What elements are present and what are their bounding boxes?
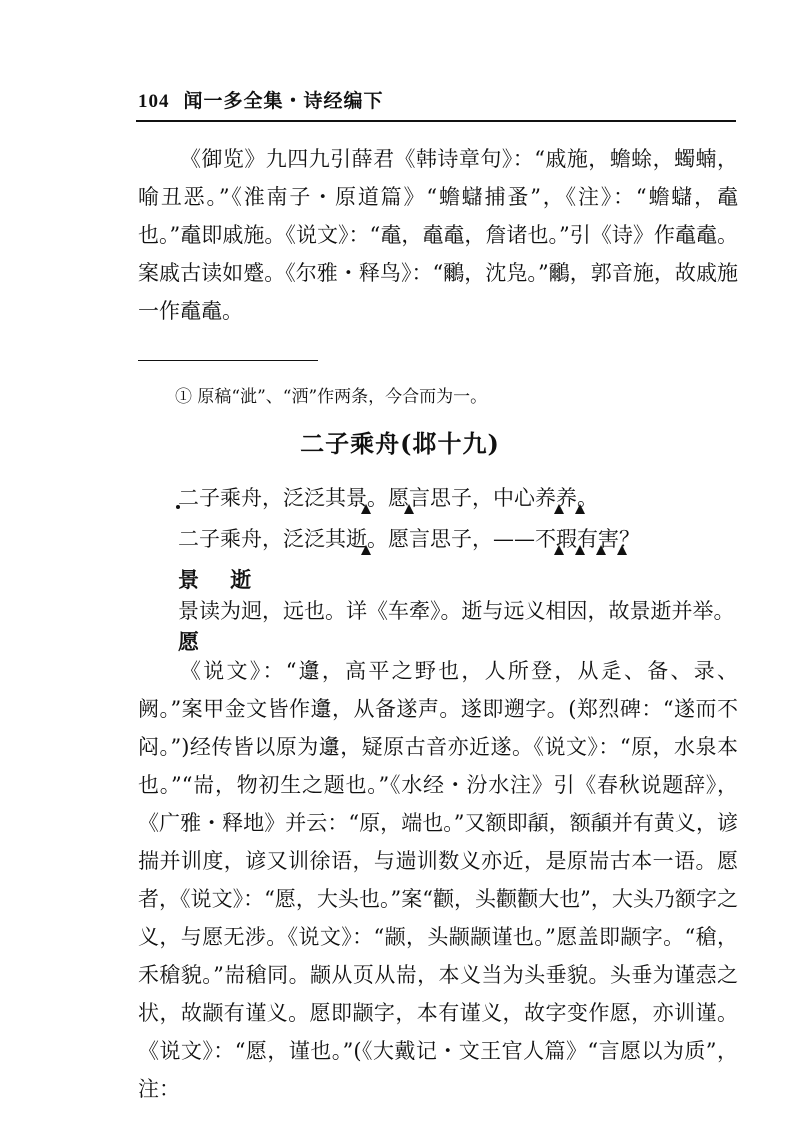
verse-line: 二子乘舟，泛泛其景。愿言思子，中心养养。 (178, 486, 598, 510)
emphasis-mark (575, 504, 585, 514)
emphasis-mark (361, 504, 371, 514)
verse-line: 二子乘舟，泛泛其逝。愿言思子，——不瑕有害？ (178, 527, 640, 551)
emphasis-mark (554, 504, 564, 514)
emphasis-mark (404, 504, 414, 514)
page-number: 104 (138, 91, 170, 112)
commentary-paragraph: 《御览》九四九引薛君《韩诗章句》：“戚施，蟾蜍，蠋蝻，喻丑恶。”《淮南子・原道篇》“蟾蠩捕蚤”，《注》：“蟾蠩，鼁也。”鼁即戚施。《说文》：“鼁，鼁鼁，詹诸也。”引《诗》作鼁鼁。案戚古读如蹙。《尔雅・释鸟》：“鸍，沈凫。”鸍，郭音施，故戚施一作鼁鼁。 (138, 147, 738, 323)
emphasis-mark (617, 545, 627, 555)
emphasis-mark (575, 545, 585, 555)
commentary-paragraph: 《说文》：“邍，高平之野也，人所登，从辵、备、录、阙。”案甲金文皆作邍，从备遂声。遂即遡字。(郑烈碑：“遂而不闷。”)经传皆以原为邍，疑原古音亦近遂。《说文》：“原，水泉本也。”“耑，物初生之题也。”《水经・汾水注》引《春秋说题辞》，《广雅・释地》并云：“原，端也。”又额即䫇，额䫇并有黄义，谚揣并训度，谚又训徐语，与遄训数义亦近，是原耑古本一语。愿者，《说文》：“愿，大头也。”案“颧，头颧颧大也”，大头乃额字之义，与愿无涉。《说文》：“颛，头颛颛谨也。”愿盖即颛字。“䅮，禾䅮貌。”耑䅮同。颛从页从耑，本义当为头垂貌。头垂为谨悫之状，故颛有谨义。愿即颛字，本有谨义，故字变作愿，亦训谨。《说文》：“愿，谨也。”(《大戴记・文王官人篇》“言愿以为质”，注： (138, 659, 738, 1101)
commentary-paragraph: 景读为迥，远也。详《车牽》。逝与远义相因，故景逝并举。 (178, 599, 735, 623)
section-heading: 景 逝 (178, 567, 264, 592)
emphasis-mark (596, 545, 606, 555)
running-header (138, 86, 738, 113)
poem-title: 二子乘舟(邶十九) (300, 429, 500, 458)
running-title: 闻一多全集・诗经编下 (183, 90, 384, 112)
emphasis-mark (554, 545, 564, 555)
emphasis-mark (361, 545, 371, 555)
footnote-rule (138, 360, 318, 361)
header-rule (136, 120, 736, 122)
section-heading: 愿 (178, 629, 199, 654)
footnote: ① 原稿“泚”、“洒”作两条，今合而为一。 (175, 387, 488, 407)
